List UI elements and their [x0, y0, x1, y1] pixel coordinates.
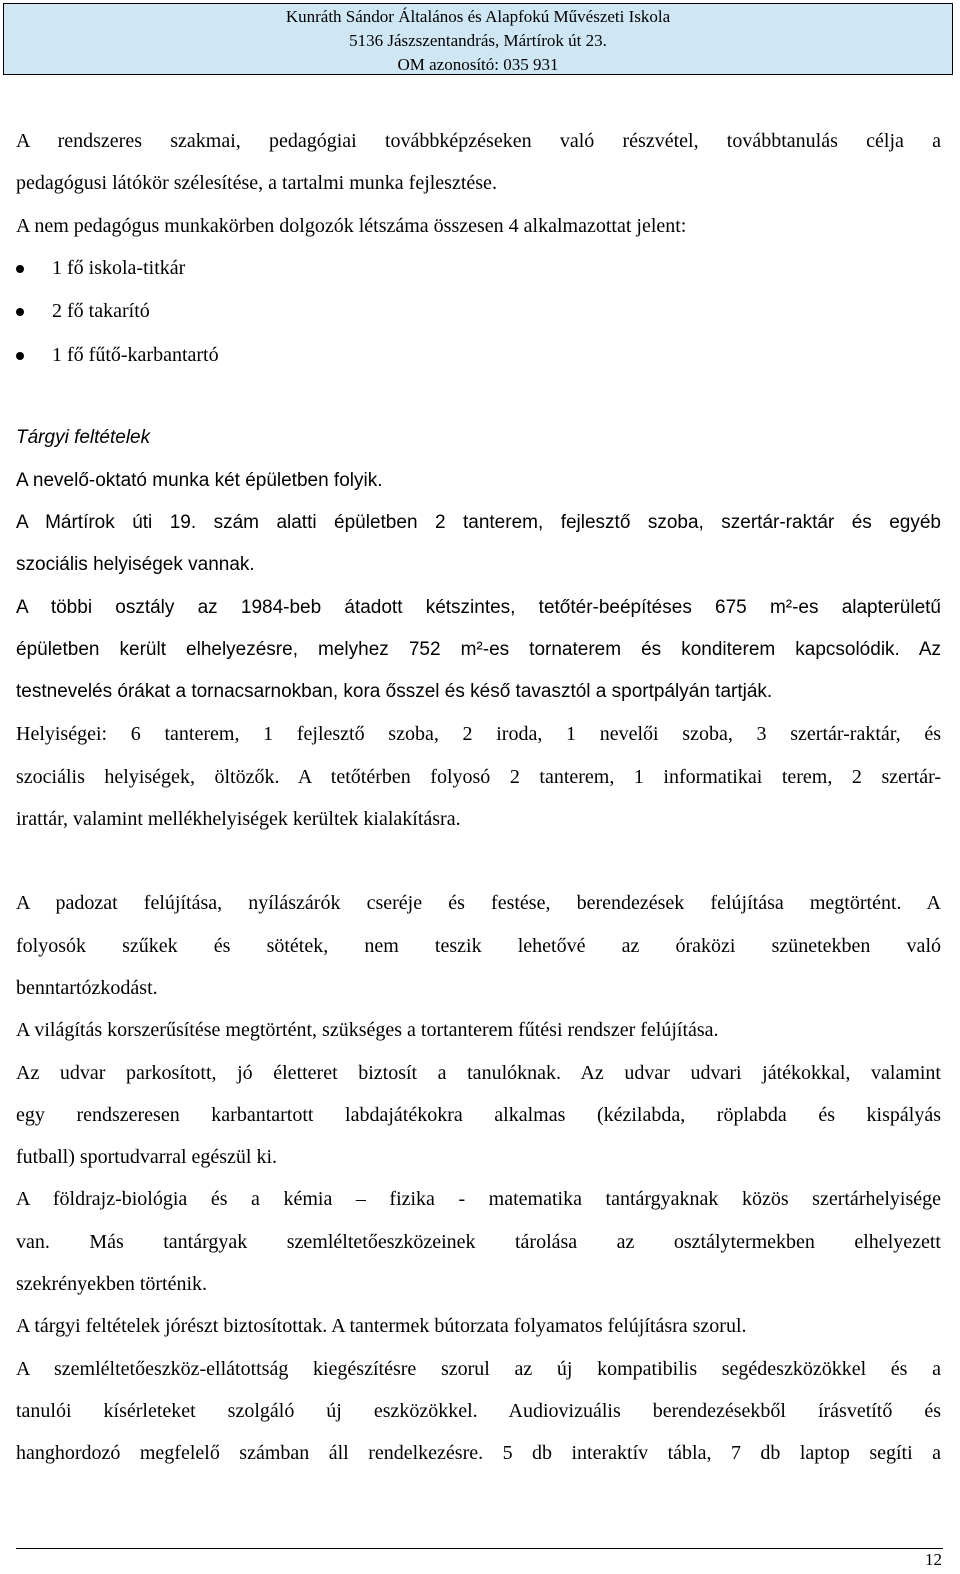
paragraph: szociális helyiségek, öltözők. A tetőtérben folyosó 2 tanterem, 1 informatikai terem, 2 szertár- [16, 765, 941, 788]
page-header [3, 3, 953, 75]
staff-list [16, 247, 941, 378]
paragraph: folyosók szűkek és sötétek, nem teszik lehetővé az óraközi szünetekben való [16, 934, 941, 957]
paragraph: A padozat felújítása, nyílászárók cseréje és festése, berendezések felújítása megtörtént. A [16, 892, 941, 915]
list-item: 1 fő fűtő-karbantartó [16, 334, 941, 378]
paragraph: van. Más tantárgyak szemléltetőeszközeinek tárolása az osztálytermekben elhelyezett [16, 1230, 941, 1253]
paragraph: futball) sportudvarral egészül ki. [16, 1146, 278, 1169]
paragraph: A rendszeres szakmai, pedagógiai továbbképzéseken való részvétel, továbbtanulás célja a [16, 130, 941, 152]
paragraph: A Mártírok úti 19. szám alatti épületben 2 tanterem, fejlesztő szoba, szertár-raktár és egyéb [16, 511, 941, 533]
paragraph: hanghordozó megfelelő számban áll rendelkezésre. 5 db interaktív tábla, 7 db laptop segíti a [16, 1442, 941, 1465]
school-name: Kunráth Sándor Általános és Alapfokú Művészeti Iskola [285, 7, 671, 26]
bullet-icon [16, 352, 24, 360]
bullet-icon [16, 308, 24, 316]
paragraph: A szemléltetőeszköz-ellátottság kiegészítésre szorul az új kompatibilis segédeszközökkel és a [16, 1357, 941, 1380]
page-number: 12 [925, 1550, 942, 1569]
school-address: 5136 Jászszentandrás, Mártírok út 23. [349, 31, 607, 50]
paragraph: szekrényekben történik. [16, 1273, 208, 1296]
paragraph: benntartózkodást. [16, 976, 158, 999]
paragraph: A tárgyi feltételek jórészt biztosítottak. A tantermek bútorzata folyamatos felújításra szorul. [16, 1315, 747, 1338]
paragraph: pedagógusi látókör szélesítése, a tartalmi munka fejlesztése. [16, 172, 497, 195]
paragraph: A nevelő-oktató munka két épületben folyik. [16, 469, 383, 491]
document-body [16, 120, 941, 1475]
paragraph: testnevelés órákat a tornacsarnokban, kora ősszel és késő tavasztól a sportpályán tartják. [16, 681, 773, 703]
bullet-icon [16, 265, 24, 273]
paragraph: Az udvar parkosított, jó életteret biztosít a tanulóknak. Az udvar udvari játékokkal, valamint [16, 1061, 941, 1084]
school-om-id: OM azonosító: 035 931 [397, 55, 559, 74]
list-item: 2 fő takarító [16, 290, 941, 334]
paragraph: épületben került elhelyezésre, melyhez 752 m²-es tornaterem és konditerem kapcsolódik. Az [16, 638, 941, 660]
paragraph: tanulói kísérleteket szolgáló új eszközökkel. Audiovizuális berendezésekből írásvetítő és [16, 1399, 941, 1422]
paragraph: A földrajz-biológia és a kémia – fizika - matematika tantárgyaknak közös szertárhelyisége [16, 1188, 941, 1211]
paragraph: A világítás korszerűsítése megtörtént, szükséges a tortanterem fűtési rendszer felújítása. [16, 1019, 719, 1042]
paragraph: szociális helyiségek vannak. [16, 554, 255, 576]
paragraph: Helyiségei: 6 tanterem, 1 fejlesztő szoba, 2 iroda, 1 nevelői szoba, 3 szertár-raktár, és [16, 723, 941, 746]
paragraph: A nem pedagógus munkakörben dolgozók létszáma összesen 4 alkalmazottat jelent: [16, 214, 687, 237]
footer-divider [16, 1548, 943, 1549]
paragraph: A többi osztály az 1984-beb átadott kétszintes, tetőtér-beépítéses 675 m²-es alapterületű [16, 596, 941, 618]
section-title: Tárgyi feltételek [16, 427, 151, 449]
paragraph: egy rendszeresen karbantartott labdajátékokra alkalmas (kézilabda, röplabda és kispályás [16, 1103, 941, 1126]
list-item: 1 fő iskola-titkár [16, 247, 941, 291]
paragraph: irattár, valamint mellékhelyiségek kerültek kialakításra. [16, 808, 461, 831]
